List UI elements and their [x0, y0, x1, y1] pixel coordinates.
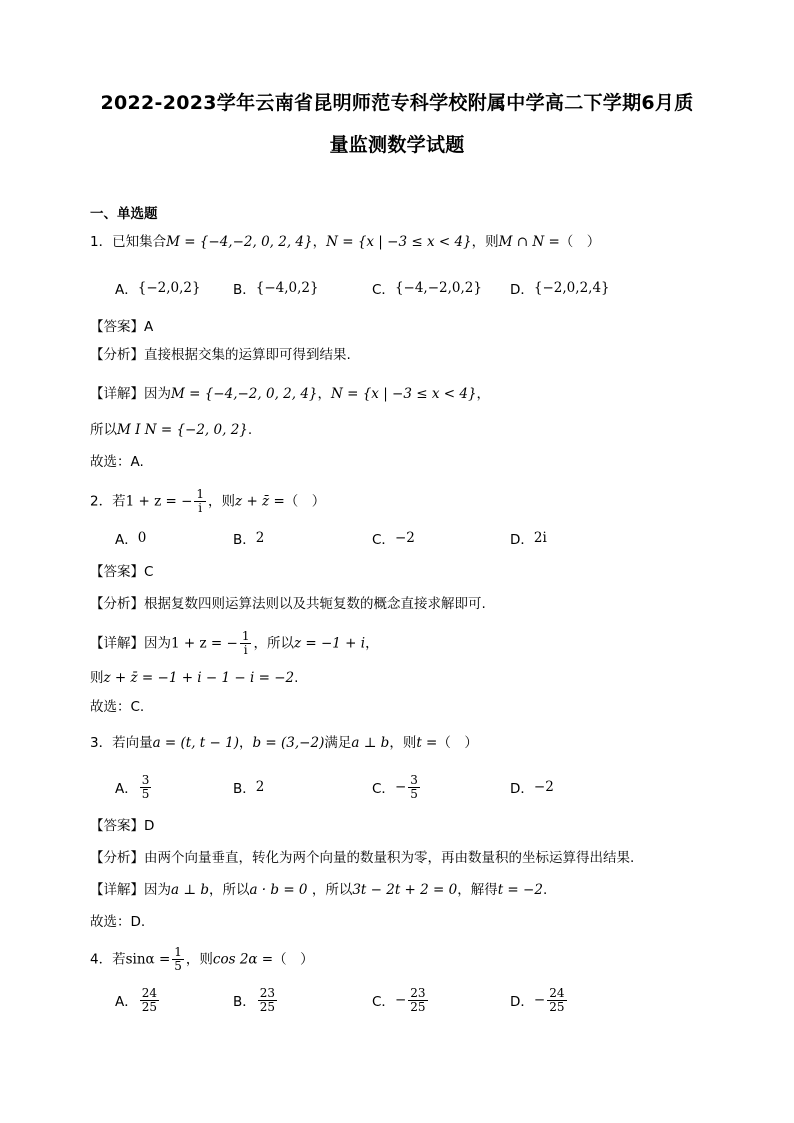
q4-option-a[interactable]: A． $\frac{24}{25}$: [115, 985, 158, 1014]
q1-stem-tail: ，则: [471, 234, 499, 250]
q4-stem-fraction: $\frac{1}{5}$: [174, 945, 182, 973]
q1-option-c[interactable]: C． {−4,−2,0,2}: [372, 280, 482, 298]
doc-title-line1: 2022-2023学年云南省昆明师范专科学校附属中学高二下学期6月质: [100, 92, 694, 114]
q2-option-c[interactable]: C． −2: [372, 530, 415, 548]
q1-detail: 【详解】因为M = {−4,−2, 0, 2, 4}，N = {x | −3 ≤ x < 4}，: [90, 386, 491, 402]
q3-option-d[interactable]: D． −2: [510, 779, 554, 797]
q1-stem-paren: （ ）: [559, 234, 601, 250]
q1-options: [115, 271, 715, 305]
q1-stem-sep: ，: [312, 234, 327, 250]
q2-stem-fraction: $\frac{1}{i}$: [196, 487, 205, 515]
q3-option-a[interactable]: A． $\frac{3}{5}$: [115, 772, 150, 801]
q4-option-d[interactable]: D． − $\frac{24}{25}$: [510, 985, 565, 1014]
q2-detail-fraction: $\frac{1}{i}$: [241, 629, 250, 657]
q4-stem: 4．若sinα = $\frac{1}{5}$ ，则cos 2α =（ ）: [90, 945, 314, 973]
q3-option-b[interactable]: B． 2: [233, 779, 265, 797]
q1-option-b[interactable]: B． {−4,0,2}: [233, 280, 319, 298]
q2-stem: 2．若1 + z = − $\frac{1}{i}$ ，则z + z̄ =（ ）: [90, 487, 326, 515]
q2-result: 则z + z̄ = −1 + i − 1 − i = −2.: [90, 670, 299, 686]
q3-options: [115, 770, 715, 804]
q3-option-c[interactable]: C． − $\frac{3}{5}$: [372, 772, 418, 801]
q1-stem-set-m: M = {−4,−2, 0, 2, 4}: [166, 234, 313, 250]
q3-detail: 【详解】因为a ⊥ b，所以a · b = 0 ，所以3t − 2t + 2 = 0，解得t = −2.: [90, 882, 548, 898]
q1-stem: [90, 232, 600, 252]
q4-options: [115, 983, 715, 1017]
q2-options: [115, 521, 715, 555]
q1-option-d[interactable]: D． {−2,0,2,4}: [510, 280, 610, 298]
q1-stem-set-n: N = {x | −3 ≤ x < 4}: [326, 234, 472, 250]
q2-option-d[interactable]: D． 2i: [510, 530, 547, 548]
q3-analysis: 【分析】由两个向量垂直，转化为两个向量的数量积为零，再由数量积的坐标运算得出结果.: [90, 850, 635, 866]
q1-choice: 故选：A.: [90, 454, 144, 470]
q2-option-b[interactable]: B． 2: [233, 530, 265, 548]
answer-tag: 【答案】: [90, 319, 144, 335]
q4-option-c[interactable]: C． − $\frac{23}{25}$: [372, 985, 426, 1014]
detail-tag: 【详解】: [90, 386, 144, 402]
section-heading: 一、单选题: [90, 206, 158, 222]
doc-title-line2: 量监测数学试题: [329, 134, 465, 156]
q1-analysis: 【分析】直接根据交集的运算即可得到结果.: [90, 347, 351, 363]
q2-choice: 故选：C.: [90, 699, 145, 715]
q3-answer: 【答案】D: [90, 818, 155, 834]
q1-stem-num: 1．已知集合: [90, 234, 167, 250]
q1-stem-expr: M ∩ N =: [498, 234, 560, 250]
q2-option-a[interactable]: A． 0: [115, 530, 147, 548]
q1-answer: 【答案】A: [90, 319, 154, 335]
analysis-tag: 【分析】: [90, 347, 144, 363]
q2-analysis: 【分析】根据复数四则运算法则以及共轭复数的概念直接求解即可.: [90, 596, 486, 612]
q3-choice: 故选：D.: [90, 914, 146, 930]
q1-result: 所以M I N = {−2, 0, 2}.: [90, 422, 253, 438]
q3-stem: 3．若向量a = (t, t − 1)，b = (3,−2)满足a ⊥ b，则t =（ ）: [90, 735, 478, 751]
q1-option-a[interactable]: A． {−2,0,2}: [115, 280, 201, 298]
q2-detail: 【详解】因为1 + z = − $\frac{1}{i}$ ，所以z = −1 + i，: [90, 629, 379, 657]
q2-answer: 【答案】C: [90, 564, 154, 580]
q4-option-b[interactable]: B． $\frac{23}{25}$: [233, 985, 276, 1014]
